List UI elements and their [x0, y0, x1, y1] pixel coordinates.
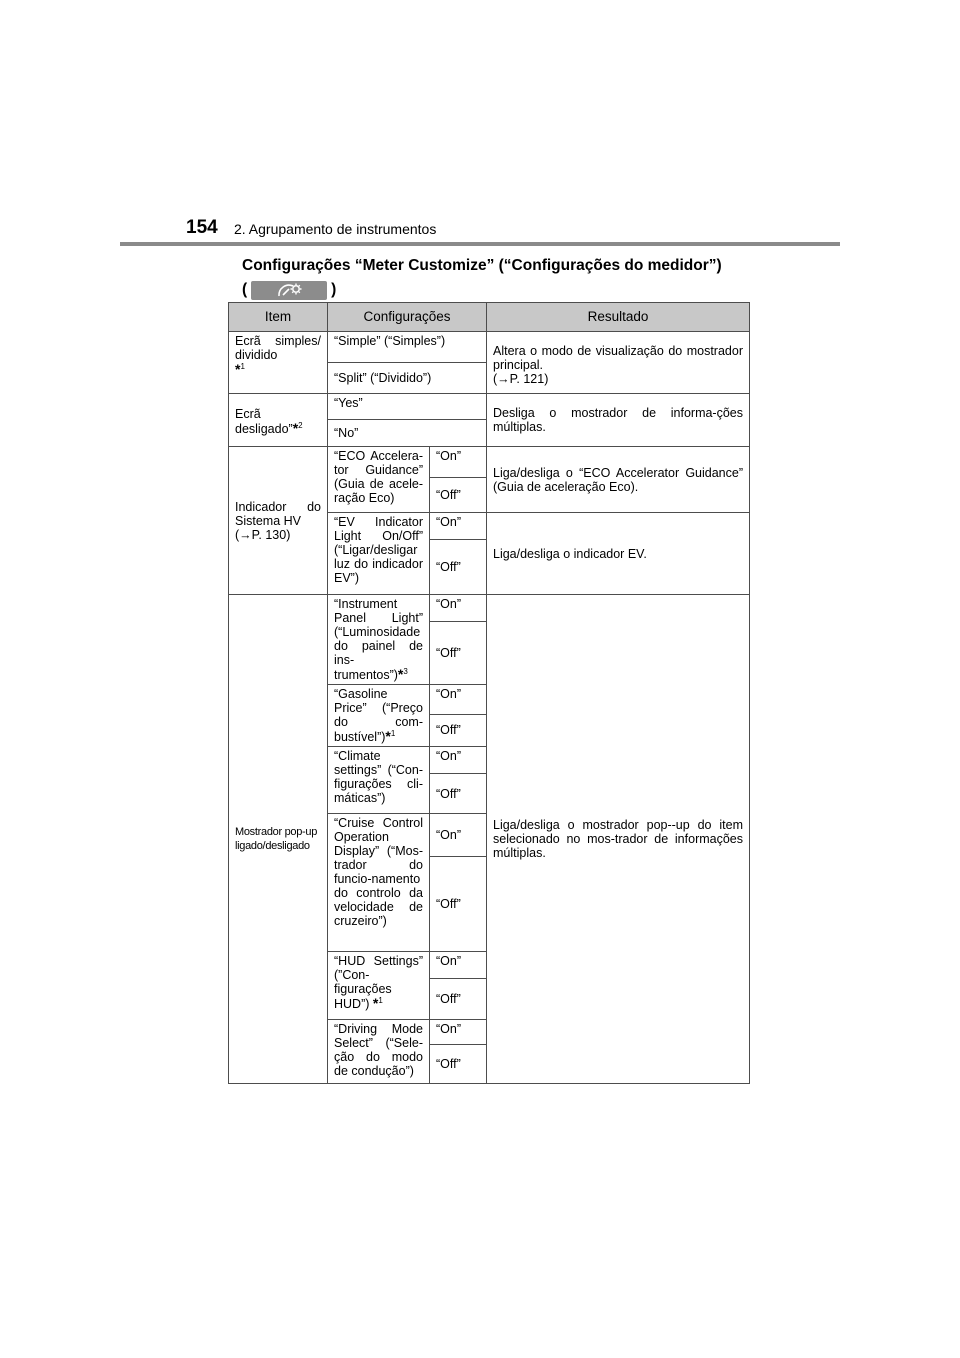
footnote-star: *	[235, 361, 241, 377]
setting-no: “No”	[328, 420, 487, 447]
popup-off-1: “Off”	[430, 714, 487, 746]
popup-on-4: “On”	[430, 952, 487, 979]
popup-label-0: “Instrument Panel Light” (“Luminosidade do painel de ins-trumentos”)*$^3$	[328, 595, 430, 685]
popup-off-4: “Off”	[430, 979, 487, 1020]
paren-close: )	[331, 281, 337, 298]
section-title-text: Configurações “Meter Customize” (“Configurações do medidor”)	[242, 257, 722, 274]
screen-off-result: Desliga o mostrador de informa-ções múltiplas.	[487, 394, 750, 447]
setting-split: “Split” (“Dividido”)	[328, 363, 487, 394]
eco-result: Liga/desliga o “ECO Accelerator Guidance” (Guia de aceleração Eco).	[487, 447, 750, 513]
paren-open: (	[242, 281, 248, 298]
popup-label-5: “Driving Mode Select” (“Sele-ção do modo de condução”)	[328, 1020, 430, 1084]
settings-table	[228, 302, 750, 1084]
popup-off-3: “Off”	[430, 857, 487, 952]
display-item: Ecrã simples/ dividido *$^1$	[229, 332, 328, 394]
table-row	[229, 332, 750, 363]
ev-indicator-label: “EV Indicator Light On/Off” (“Ligar/desligar luz do indicador EV”)	[328, 513, 430, 595]
popup-label-2: “Climate settings” (“Con-figurações cli-máticas”)	[328, 747, 430, 814]
popup-on-2: “On”	[430, 747, 487, 774]
popup-label-1: “Gasoline Price” (“Preço do com-bustível”)*$^1$	[328, 685, 430, 747]
popup-off-2: “Off”	[430, 774, 487, 814]
setting-yes: “Yes”	[328, 394, 487, 420]
page-number: 154	[186, 217, 218, 238]
meter-settings-icon	[251, 281, 327, 300]
popup-on-3: “On”	[430, 814, 487, 857]
header-settings: Configurações	[328, 303, 487, 332]
header-result: Resultado	[487, 303, 750, 332]
popup-label-3: “Cruise Control Operation Display” (“Mos-trador do funcio-namento do controlo da velocidade de cruzeiro”)	[328, 814, 430, 952]
setting-simple: “Simple” (“Simples”)	[328, 332, 487, 363]
footnote-star: *	[385, 728, 391, 744]
table-row	[229, 394, 750, 420]
table-header-row	[229, 303, 750, 332]
footnote-star: *	[397, 666, 404, 682]
hv-item: Indicador do Sistema HV (→P. 130)	[229, 447, 328, 595]
section-title	[242, 255, 762, 301]
ev-off: “Off”	[430, 540, 487, 595]
ev-on: “On”	[430, 513, 487, 540]
table-row	[229, 595, 750, 622]
ev-result: Liga/desliga o indicador EV.	[487, 513, 750, 595]
popup-off-0: “Off”	[430, 622, 487, 685]
section-title-icon-line	[242, 279, 762, 301]
popup-off-5: “Off”	[430, 1045, 487, 1084]
eco-on: “On”	[430, 447, 487, 478]
header-rule	[120, 242, 840, 246]
footnote-star: *	[372, 995, 379, 1011]
eco-guidance-label: “ECO Accelera-tor Guidance” (Guia de acele-ração Eco)	[328, 447, 430, 513]
display-result: Altera o modo de visualização do mostrador principal. (→P. 121)	[487, 332, 750, 394]
popup-label-4: “HUD Settings” (”Con-figurações HUD”) *$^1$	[328, 952, 430, 1020]
chapter-title: 2. Agrupamento de instrumentos	[234, 221, 437, 237]
footnote-star: *	[292, 420, 299, 436]
popup-result: Liga/desliga o mostrador pop--up do item selecionado no mos-trador de informações múltiplas.	[487, 595, 750, 1084]
eco-off: “Off”	[430, 478, 487, 513]
header-item: Item	[229, 303, 328, 332]
popup-on-5: “On”	[430, 1020, 487, 1045]
screen-off-item: Ecrã desligado”*$^2$	[229, 394, 328, 447]
popup-on-1: “On”	[430, 685, 487, 715]
popup-on-0: “On”	[430, 595, 487, 622]
popup-item: Mostrador pop-up ligado/desligado	[229, 595, 328, 1084]
table-row	[229, 447, 750, 478]
